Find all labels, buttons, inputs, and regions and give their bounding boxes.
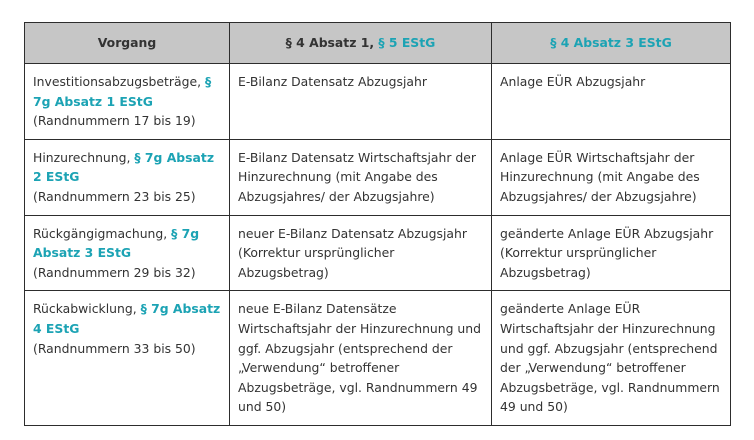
header-euer — [492, 23, 731, 64]
vorgang-label: Hinzurechnung, — [33, 149, 135, 165]
vorgang-ref-link[interactable]: § 7g Absatz 3 EStG — [33, 225, 200, 261]
table-row — [25, 64, 731, 140]
cell-vorgang — [25, 291, 230, 426]
cell-euer: Anlage EÜR Wirtschaftsjahr der Hinzurechnung (mit Angabe des Abzugsjahres/ der Abzugsjahre) — [492, 139, 731, 215]
vorgang-note: (Randnummern 17 bis 19) — [33, 113, 196, 129]
cell-bilanz: E-Bilanz Datensatz Wirtschaftsjahr der Hinzurechnung (mit Angabe des Abzugsjahres/ der Abzugsjahre) — [230, 139, 492, 215]
header-vorgang-text: Vorgang — [97, 35, 157, 51]
cell-euer: geänderte Anlage EÜR Wirtschaftsjahr der Hinzurechnung und ggf. Abzugsjahr (entsprechend der „Verwendung“ betroffener Abzugsbeträge, vgl. Randnummern 49 und 50) — [492, 291, 731, 426]
cell-vorgang — [25, 64, 230, 140]
vorgang-note: (Randnummern 23 bis 25) — [33, 188, 196, 204]
vorgang-label: Rückabwicklung, — [33, 301, 141, 317]
table-row — [25, 215, 731, 291]
vorgang-label: Rückgängigmachung, — [33, 225, 172, 241]
vorgang-ref-link[interactable]: § 7g Absatz 2 EStG — [33, 149, 215, 185]
vorgang-note: (Randnummern 29 bis 32) — [33, 264, 196, 280]
cell-vorgang — [25, 215, 230, 291]
vorgang-note: (Randnummern 33 bis 50) — [33, 340, 196, 356]
procedure-table — [24, 22, 731, 426]
vorgang-label: Investitionsabzugsbeträge, — [33, 74, 205, 89]
header-euer-link[interactable]: § 4 Absatz 3 EStG — [550, 35, 672, 51]
cell-vorgang — [25, 139, 230, 215]
cell-bilanz: neuer E-Bilanz Datensatz Abzugsjahr (Korrektur ursprünglicher Abzugsbetrag) — [230, 215, 492, 291]
vorgang-ref-link[interactable]: § 7g Absatz 1 EStG — [33, 74, 212, 109]
header-bilanz-text: § 4 Absatz 1, — [285, 35, 379, 51]
cell-euer: Anlage EÜR Abzugsjahr — [492, 64, 731, 140]
vorgang-ref-link[interactable]: § 7g Absatz 4 EStG — [33, 301, 221, 336]
table-container — [24, 22, 731, 426]
table-row — [25, 291, 731, 426]
header-bilanz-link[interactable]: § 5 EStG — [378, 35, 436, 51]
table-row — [25, 139, 731, 215]
header-vorgang — [25, 23, 230, 64]
table-header-row — [25, 23, 731, 64]
cell-bilanz: E-Bilanz Datensatz Abzugsjahr — [230, 64, 492, 140]
cell-bilanz: neue E-Bilanz Datensätze Wirtschaftsjahr der Hinzurechnung und ggf. Abzugsjahr (entsprechend der „Verwendung“ betroffener Abzugsbeträge, vgl. Randnummern 49 und 50) — [230, 291, 492, 426]
header-bilanz — [230, 23, 492, 64]
cell-euer: geänderte Anlage EÜR Abzugsjahr (Korrektur ursprünglicher Abzugsbetrag) — [492, 215, 731, 291]
